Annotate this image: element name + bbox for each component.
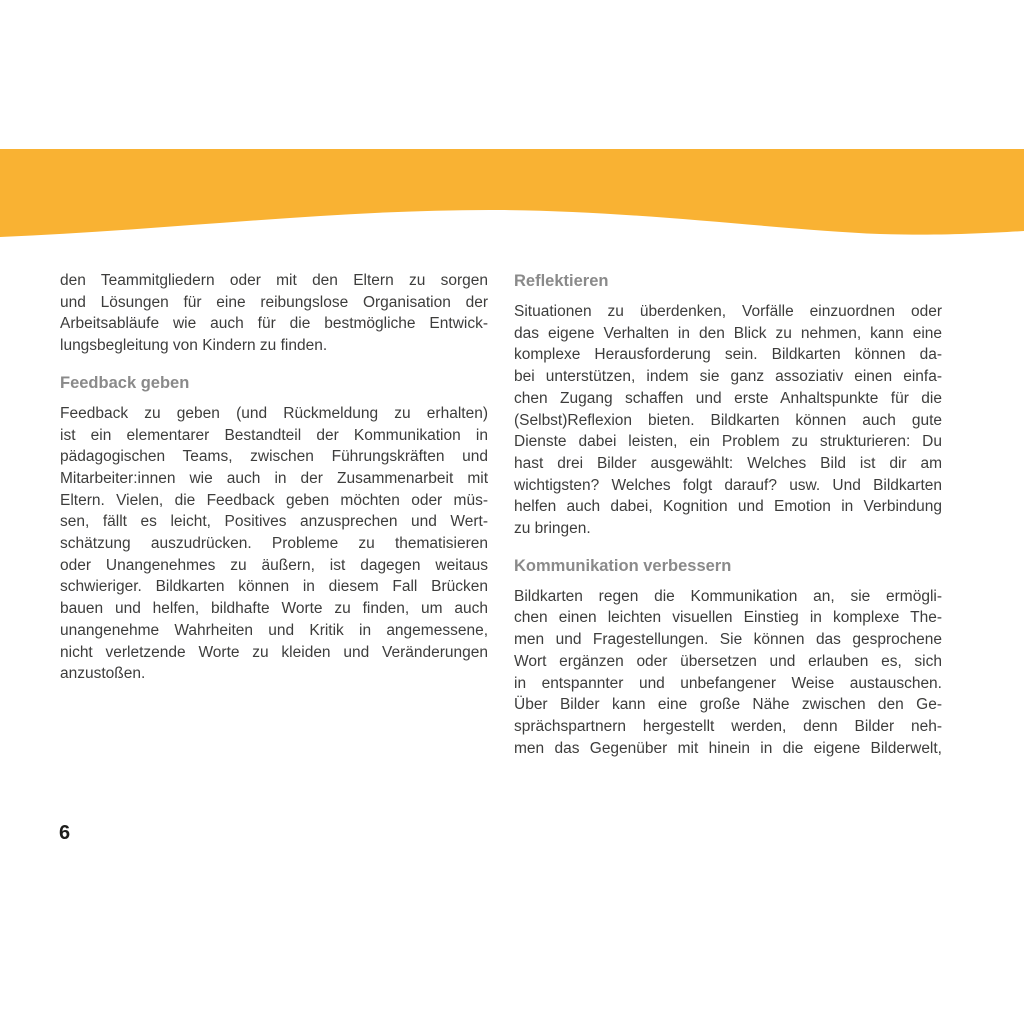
text-line: Wort ergänzen oder übersetzen und erlauben es, sich (514, 652, 942, 670)
text-line: den Teammitgliedern oder mit den Eltern zu sorgen (60, 272, 488, 289)
paragraph (60, 270, 488, 357)
text-line: schätzung auszudrücken. Probleme zu thematisieren (60, 535, 488, 553)
text-line: das eigene Verhalten in den Blick zu nehmen, kann eine (514, 324, 942, 342)
page-number: 6 (59, 822, 71, 844)
text-line: komplexe Herausforderung sein. Bildkarten können da- (514, 346, 942, 364)
text-line: oder Unangenehmes zu äußern, ist dagegen weitaus (60, 556, 488, 574)
text-line: sprächspartnern hergestellt werden, denn Bilder neh- (514, 717, 942, 735)
text-line: Arbeitsabläufe wie auch für die bestmögliche Entwick- (60, 315, 488, 333)
paragraph (514, 586, 942, 760)
text-line: Mitarbeiter:innen wie auch in der Zusammenarbeit mit (60, 469, 488, 487)
text-line: Dienste dabei leisten, ein Problem zu strukturieren: Du (514, 433, 942, 451)
text-line: nicht verletzende Worte zu kleiden und Veränderungen (60, 643, 488, 661)
text-line: hast drei Bilder ausgewählt: Welches Bild ist dir am (514, 454, 942, 472)
text-line: ist ein elementarer Bestandteil der Kommunikation in (60, 426, 488, 444)
text-line: bei unterstützen, indem sie ganz assoziativ einen einfa- (514, 368, 942, 386)
text-line: in entspannter und unbefangener Weise austauschen. (514, 674, 942, 692)
paragraph (514, 301, 942, 540)
text-line: Eltern. Vielen, die Feedback geben möchten oder müs- (60, 491, 488, 509)
column-left (60, 270, 488, 759)
text-line: sen, fällt es leicht, Positives anzusprechen und Wert- (60, 513, 488, 531)
text-line: (Selbst)Reflexion bieten. Bildkarten können auch gute (514, 411, 942, 429)
text-line: men das Gegenüber mit hinein in die eigene Bilderwelt, (514, 739, 942, 757)
text-line: Bildkarten regen die Kommunikation an, sie ermögli- (514, 587, 942, 605)
text-line: chen einen leichten visuellen Einstieg in komplexe The- (514, 609, 942, 627)
text-line: pädagogischen Teams, zwischen Führungskräften und (60, 448, 488, 466)
section-heading: Feedback geben (60, 373, 190, 392)
column-right (514, 270, 942, 759)
text-line: wichtigsten? Welches folgt darauf? usw. Und Bildkarten (514, 476, 942, 494)
text-line: bauen und helfen, bildhafte Worte zu finden, um auch (60, 600, 488, 618)
section-heading: Reflektieren (514, 272, 609, 290)
text-columns (60, 270, 942, 759)
text-line: lungsbegleitung von Kindern zu finden. (60, 337, 328, 355)
text-line: unangenehme Wahrheiten und Kritik in angemessene, (60, 621, 488, 639)
text-line: chen Zugang schaffen und erste Anhaltspunkte für die (514, 389, 942, 407)
text-line: zu bringen. (514, 520, 591, 538)
text-line: helfen auch dabei, Kognition und Emotion in Verbindung (514, 498, 942, 516)
yellow-wave-banner (0, 0, 1024, 242)
text-line: men und Fragestellungen. Sie können das gesprochene (514, 631, 942, 649)
paragraph (60, 403, 488, 685)
text-line: Feedback zu geben (und Rückmeldung zu erhalten) (60, 404, 488, 422)
text-line: anzustoßen. (60, 665, 146, 683)
text-line: Über Bilder kann eine große Nähe zwischen den Ge- (514, 696, 942, 714)
text-line: schwieriger. Bildkarten können in diesem Fall Brücken (60, 578, 488, 596)
text-line: und Lösungen für eine reibungslose Organisation der (60, 293, 488, 311)
banner-wave-shape (0, 149, 1024, 237)
text-line: Situationen zu überdenken, Vorfälle einzuordnen oder (514, 303, 942, 320)
section-heading: Kommunikation verbessern (514, 556, 732, 575)
